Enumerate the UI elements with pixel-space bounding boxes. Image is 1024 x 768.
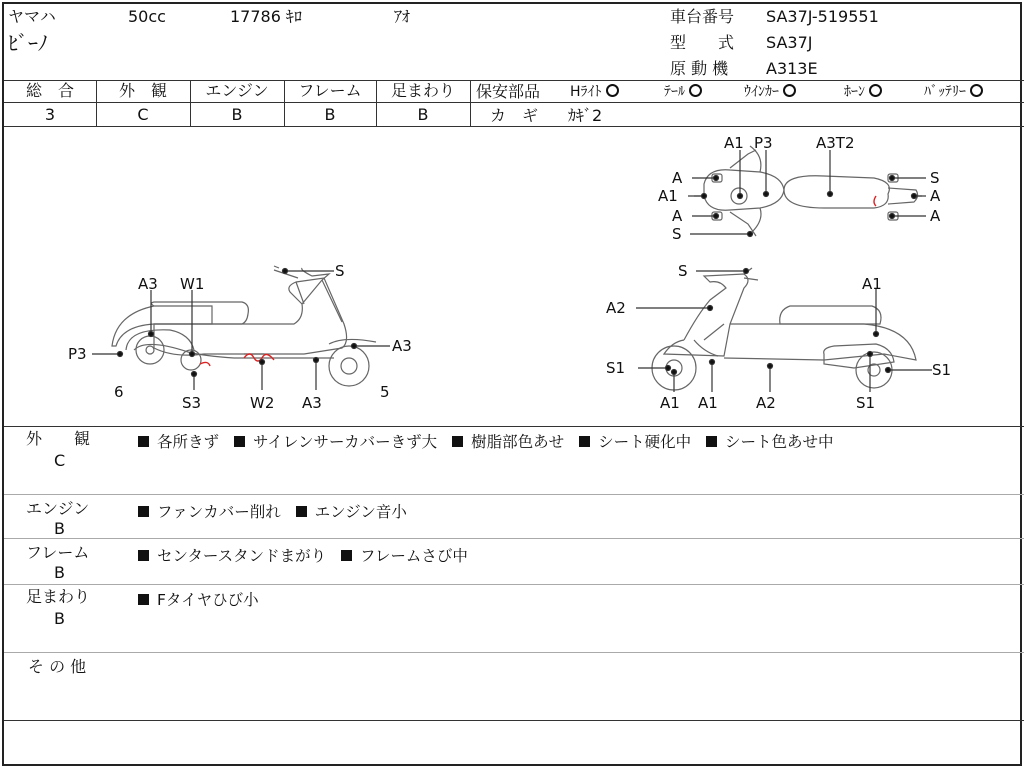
diagram-label: S1 [606,359,626,377]
remark-frame-items: センタースタンドまがり フレームさび中 [138,544,478,566]
grade-suspension-label: 足まわり [390,81,455,100]
bullet-icon [296,506,307,517]
remark-engine-label: エンジン [26,499,90,518]
displacement: 50cc [128,7,166,26]
inspection-sheet [2,2,1022,766]
bullet-icon [579,436,590,447]
grade-engine-value: B [231,105,243,124]
frame-no-value: SA37J-519551 [766,7,879,26]
diagram-label: A [672,207,683,225]
diagram-label: S [672,225,682,243]
remark-engine-grade: B [54,519,65,538]
bullet-icon [138,550,149,561]
frame-no-label: 車台番号 [670,7,735,26]
divider [470,102,1024,103]
safety-item-headlight: Hﾗｲﾄ [570,83,619,101]
bullet-icon [341,550,352,561]
diagram-label: A1 [698,394,718,412]
key-value: ｶｷﾞ2 [568,106,603,125]
safety-item-horn: ﾎｰﾝ [844,83,882,101]
divider [4,102,470,103]
diagram-label: A3 [392,337,412,355]
diagram-label: 5 [380,383,390,401]
diagram-label: W1 [180,275,205,293]
diagram-label: A1 [862,275,882,293]
bullet-icon [234,436,245,447]
damage-diagram [4,128,1024,428]
remark-exterior-items: 各所きず サイレンサーカバーきず大 樹脂部色あせ シート硬化中 シート色あせ中 [138,430,844,452]
diagram-label: A3 [138,275,158,293]
bullet-icon [452,436,463,447]
check-mark-icon [970,84,983,97]
diagram-label: A2 [606,299,626,317]
diagram-label: P3 [754,134,773,152]
divider [4,584,1024,585]
check-mark-icon [869,84,882,97]
diagram-label: A [672,169,683,187]
remark-suspension-label: 足まわり [26,587,91,606]
remark-suspension-items: Fタイヤひび小 [138,588,269,610]
type-label: 型 式 [670,33,735,52]
remark-frame-grade: B [54,563,65,582]
remark-frame-label: フレーム [26,543,90,562]
diagram-label: P3 [68,345,87,363]
divider [470,80,471,126]
bullet-icon [706,436,717,447]
diagram-label: S3 [182,394,202,412]
grade-exterior-value: C [137,105,149,124]
safety-item-battery: ﾊﾞｯﾃﾘｰ [924,83,983,101]
bullet-icon [138,436,149,447]
diagram-label: A [930,207,941,225]
diagram-label: A3T2 [816,134,855,152]
divider [4,426,1024,427]
divider [4,538,1024,539]
engine-model-label: 原 動 機 [670,59,729,78]
grade-exterior-label: 外 観 [118,81,167,100]
grade-overall-label: 総 合 [25,81,74,100]
maker-name: ヤマハ [8,7,56,26]
remark-exterior-label: 外 観 [26,429,91,448]
engine-model-value: A313E [766,59,818,78]
diagram-label: S [335,262,345,280]
safety-parts-label: 保安部品 [476,82,541,101]
divider [4,494,1024,495]
bullet-icon [138,594,149,605]
diagram-label: S [930,169,940,187]
diagram-label: S1 [856,394,876,412]
grade-overall-value: 3 [44,105,56,124]
model-name: ﾋﾞｰﾉ [8,31,48,55]
diagram-label: A1 [660,394,680,412]
remark-engine-items: ファンカバー削れ エンジン音小 [138,500,417,522]
diagram-label: A3 [302,394,322,412]
remark-suspension-grade: B [54,609,65,628]
diagram-label: S [678,262,688,280]
grade-frame-value: B [324,105,336,124]
diagram-label: 6 [114,383,124,401]
diagram-label: W2 [250,394,275,412]
key-label: カ ギ [490,106,539,125]
divider [4,652,1024,653]
mileage: 17786 ｷﾛ [230,7,302,26]
safety-item-tail: ﾃｰﾙ [664,83,702,101]
grade-frame-label: フレーム [298,81,362,100]
safety-item-winker: ｳｲﾝｶｰ [744,83,796,101]
diagram-label: S1 [932,361,952,379]
remark-other-label: そ の 他 [28,657,87,676]
remark-exterior-grade: C [54,451,66,470]
scooter-top-view [694,146,922,236]
diagram-label: A1 [724,134,744,152]
grade-suspension-value: B [417,105,429,124]
divider [4,126,1024,127]
bullet-icon [138,506,149,517]
diagram-label: A1 [658,187,678,205]
diagram-label: A2 [756,394,776,412]
diagram-label: A [930,187,941,205]
color: ｱｵ [394,7,411,26]
type-value: SA37J [766,33,813,52]
grade-engine-label: エンジン [205,81,269,100]
check-mark-icon [783,84,796,97]
check-mark-icon [606,84,619,97]
divider [4,720,1024,721]
check-mark-icon [689,84,702,97]
